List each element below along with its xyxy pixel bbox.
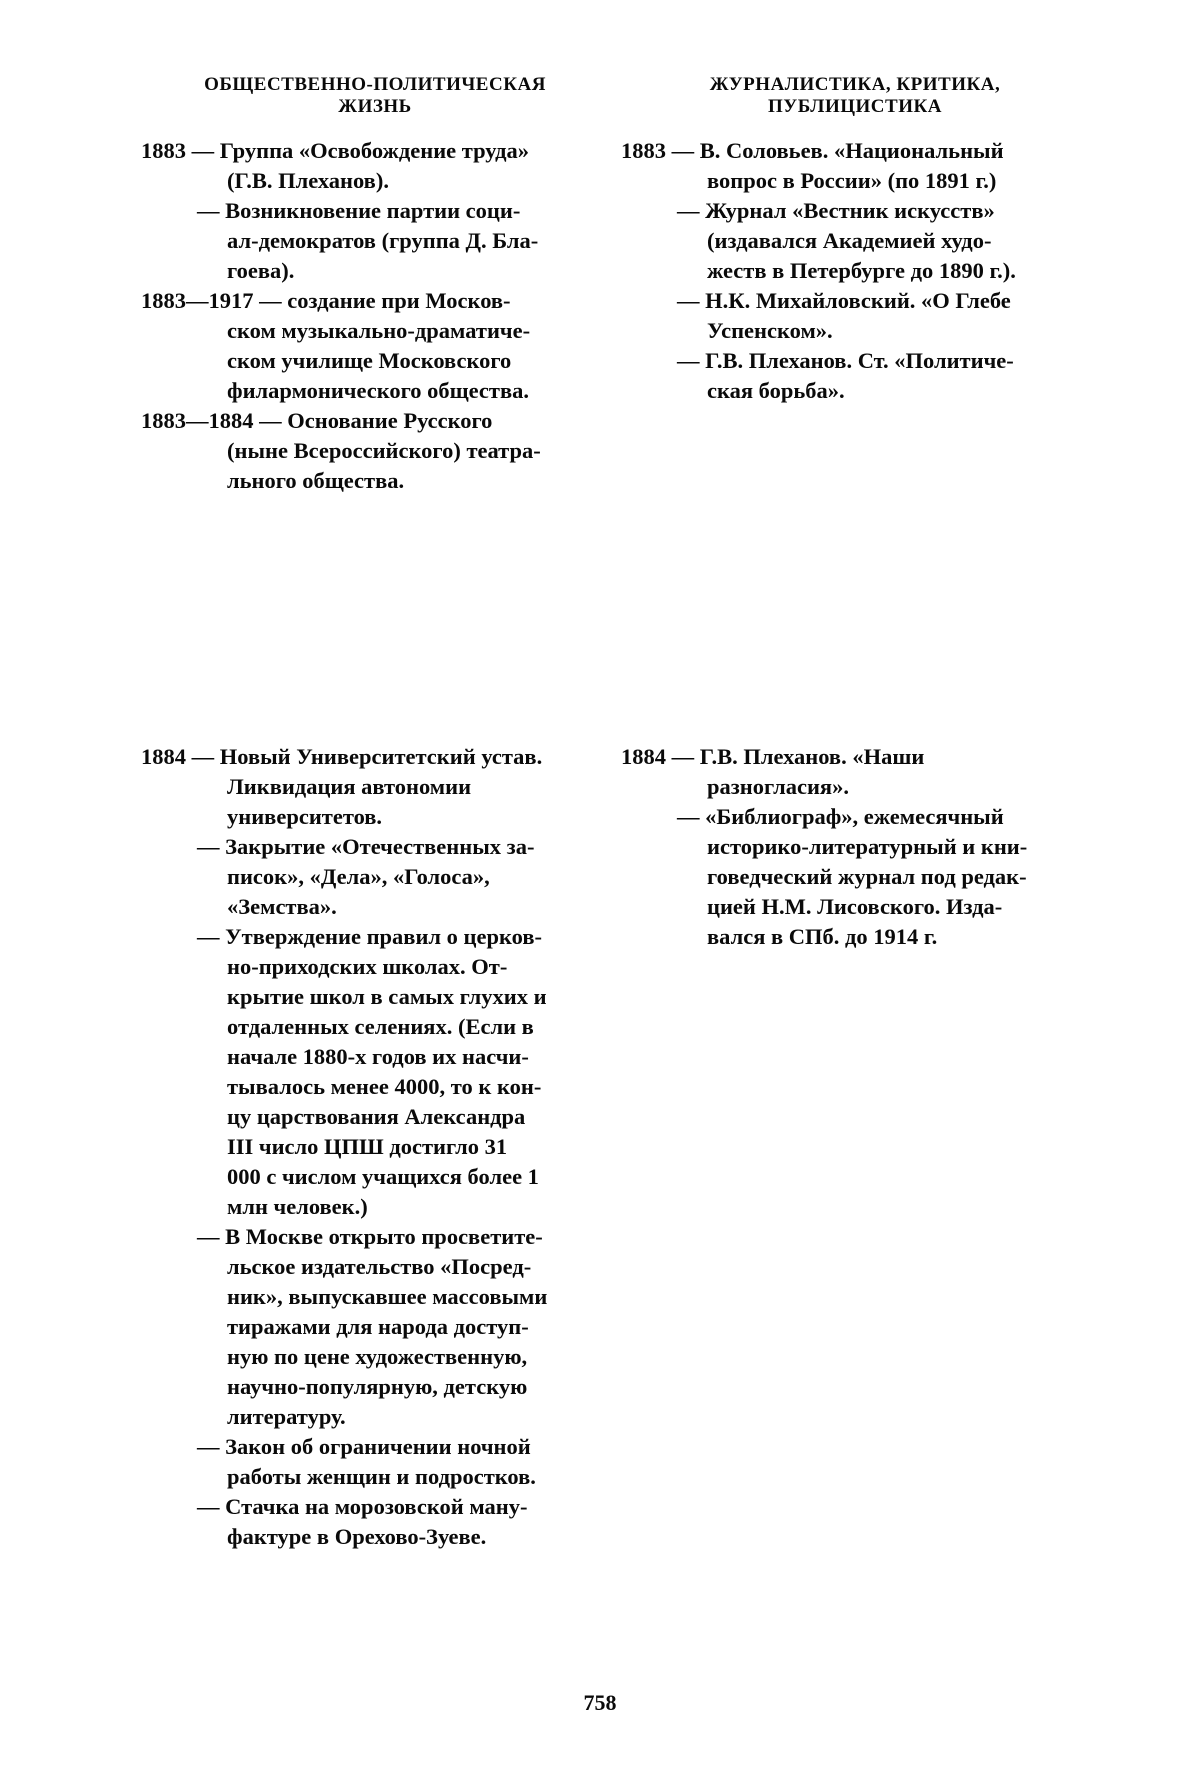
entry-line: — Журнал «Вестник искусств» (677, 198, 995, 223)
entry-line: Успенском». (707, 318, 833, 343)
entry-line: Ликвидация автономии (227, 774, 472, 799)
entry-line: цу царствования Александра (227, 1104, 526, 1129)
left-heading-line-1: ОБЩЕСТВЕННО-ПОЛИТИЧЕСКАЯ (204, 74, 546, 95)
entry-line: 1884 — Новый Университетский устав. (141, 744, 543, 769)
chronology-entry (141, 136, 591, 196)
chronology-entry (141, 286, 591, 406)
entry-line: университетов. (227, 804, 383, 829)
entry-line: литературу. (227, 1404, 346, 1429)
entry-line: научно-популярную, детскую (227, 1374, 528, 1399)
entry-line: ную по цене художественную, (227, 1344, 528, 1369)
entry-line: историко-литературный и кни- (707, 834, 1028, 859)
chronology-entry (141, 1222, 591, 1432)
entry-line: ском музыкально-драматиче- (227, 318, 531, 343)
entry-line: жеств в Петербурге до 1890 г.). (707, 258, 1016, 283)
entry-line: но-приходских школах. От- (227, 954, 508, 979)
entry-line: — «Библиограф», ежемесячный (677, 804, 1004, 829)
entry-line: — Н.К. Михайловский. «О Глебе (677, 288, 1011, 313)
entry-line: крытие школ в самых глухих и (227, 984, 547, 1009)
page-number: 758 (583, 1690, 617, 1715)
entry-line: (издавался Академией худо- (707, 228, 992, 253)
right-1883-entries (621, 136, 1081, 406)
left-1884-entries (141, 742, 591, 1552)
entry-line: ник», выпускавшее массовыми (227, 1284, 548, 1309)
entry-line: — Закон об ограничении ночной (197, 1434, 531, 1459)
entry-line: льское издательство «Посред- (227, 1254, 532, 1279)
chronology-entry (141, 832, 591, 922)
entry-line: работы женщин и подростков. (227, 1464, 536, 1489)
entry-line: начале 1880-х годов их насчи- (227, 1044, 529, 1069)
entry-line: «Земства». (227, 894, 337, 919)
entry-line: — Утверждение правил о церков- (197, 924, 542, 949)
entry-line: 1883—1884 — Основание Русского (141, 408, 493, 433)
entry-line: разногласия». (707, 774, 849, 799)
entry-line: льного общества. (227, 468, 405, 493)
entry-line: ал-демократов (группа Д. Бла- (227, 228, 539, 253)
chronology-entry (621, 286, 1081, 346)
entry-line: филармонического общества. (227, 378, 529, 403)
right-heading-line-2: ПУБЛИЦИСТИКА (768, 96, 942, 117)
chronology-entry (621, 136, 1081, 196)
entry-line: 000 с числом учащихся более 1 (227, 1164, 539, 1189)
entry-line: — Стачка на морозовской ману- (197, 1494, 528, 1519)
left-1883-entries (141, 136, 591, 496)
left-heading-line-2: ЖИЗНЬ (338, 96, 412, 117)
entry-line: тывалось менее 4000, то к кон- (227, 1074, 542, 1099)
entry-line: — Г.В. Плеханов. Ст. «Политиче- (677, 348, 1014, 373)
entry-line: говедческий журнал под редак- (707, 864, 1027, 889)
entry-line: писок», «Дела», «Голоса», (227, 864, 490, 889)
entry-line: отдаленных селениях. (Если в (227, 1014, 534, 1039)
entry-line: — Возникновение партии соци- (197, 198, 521, 223)
entry-line: 1883 — Группа «Освобождение труда» (141, 138, 530, 163)
entry-line: ская борьба». (707, 378, 845, 403)
entry-line: (ныне Всероссийского) театра- (227, 438, 541, 463)
entry-line: ском училище Московского (227, 348, 512, 373)
chronology-entry (141, 196, 591, 286)
entry-line: вался в СПб. до 1914 г. (707, 924, 938, 949)
right-1884-entries (621, 742, 1081, 952)
entry-line: 1883—1917 — создание при Москов- (141, 288, 511, 313)
entry-line: фактуре в Орехово-Зуеве. (227, 1524, 487, 1549)
entry-line: 1883 — В. Соловьев. «Национальный (621, 138, 1004, 163)
right-column-heading (640, 74, 1070, 118)
entry-line: III число ЦПШ достигло 31 (227, 1134, 508, 1159)
chronology-entry (141, 1492, 591, 1552)
right-heading-line-1: ЖУРНАЛИСТИКА, КРИТИКА, (709, 74, 1001, 95)
chronology-entry (141, 922, 591, 1222)
chronology-entry (141, 1432, 591, 1492)
chronology-entry (621, 196, 1081, 286)
entry-line: млн человек.) (227, 1194, 368, 1219)
left-column-heading (160, 74, 590, 118)
entry-line: тиражами для народа доступ- (227, 1314, 529, 1339)
entry-line: (Г.В. Плеханов). (227, 168, 389, 193)
entry-line: цией Н.М. Лисовского. Изда- (707, 894, 1003, 919)
entry-line: 1884 — Г.В. Плеханов. «Наши (621, 744, 925, 769)
chronology-entry (621, 346, 1081, 406)
chronology-entry (141, 406, 591, 496)
entry-line: — Закрытие «Отечественных за- (197, 834, 535, 859)
chronology-entry (621, 742, 1081, 802)
entry-line: гоева). (227, 258, 295, 283)
entry-line: вопрос в России» (по 1891 г.) (707, 168, 997, 193)
entry-line: — В Москве открыто просветите- (197, 1224, 543, 1249)
chronology-entry (141, 742, 591, 832)
chronology-entry (621, 802, 1081, 952)
